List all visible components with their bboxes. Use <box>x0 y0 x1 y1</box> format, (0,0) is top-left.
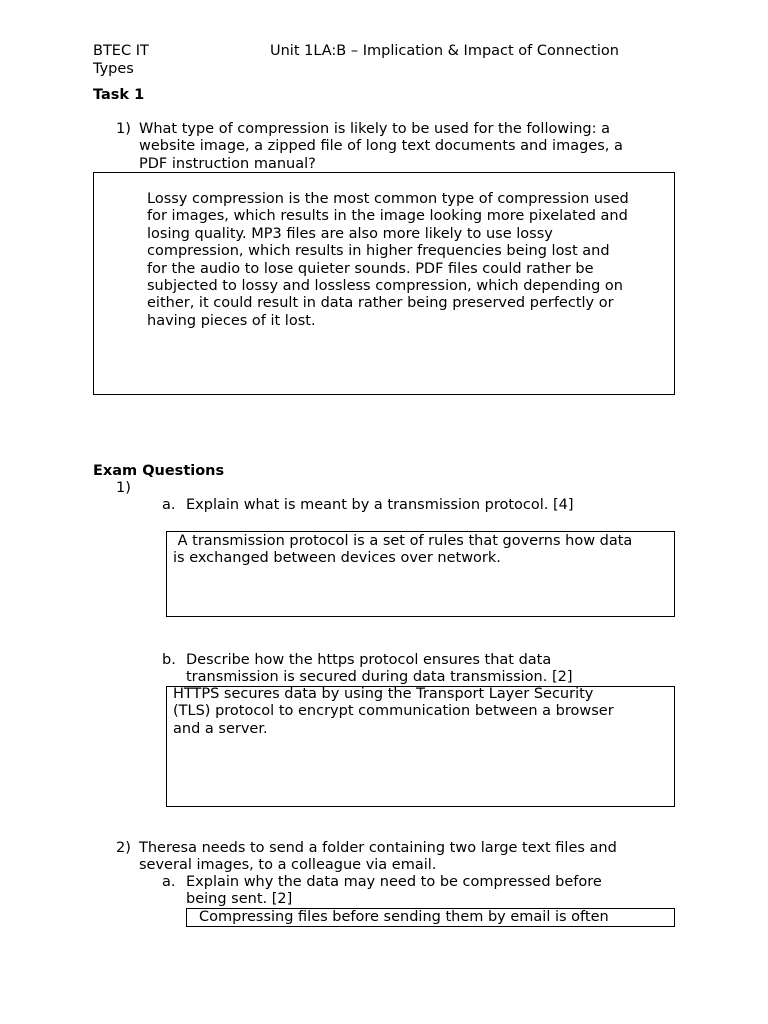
answer-line: (TLS) protocol to encrypt communication between a browser <box>173 703 614 720</box>
answer-box[interactable] <box>166 531 675 617</box>
answer-line: Compressing files before sending them by email is often <box>199 909 609 925</box>
unit-title: Unit 1LA:B – Implication & Impact of Connection <box>270 43 619 59</box>
answer-line: for the audio to lose quieter sounds. PDF files could rather be <box>147 260 594 277</box>
answer-line: either, it could result in data rather being preserved perfectly or <box>147 295 614 312</box>
task-heading: Task 1 <box>93 87 145 103</box>
answer-line: losing quality. MP3 files are also more likely to use lossy <box>147 225 553 242</box>
answer-box[interactable] <box>93 172 675 395</box>
answer-line: for images, which results in the image looking more pixelated and <box>147 208 628 225</box>
exam-heading: Exam Questions <box>93 463 225 479</box>
answer-line: is exchanged between devices over network. <box>173 550 501 567</box>
answer-box[interactable] <box>166 686 675 807</box>
unit-title-continued: Types <box>93 61 134 77</box>
answer-line: compression, which results in higher frequencies being lost and <box>147 243 610 260</box>
question-number: 1) <box>116 480 131 496</box>
question-number: 2) <box>116 840 131 856</box>
answer-line: having pieces of it lost. <box>147 312 316 329</box>
sub-question-label: a. <box>162 874 176 890</box>
answer-line: A transmission protocol is a set of rules that governs how data <box>173 533 633 549</box>
answer-line: and a server. <box>173 720 268 737</box>
sub-question-label: b. <box>162 652 176 668</box>
answer-line: subjected to lossy and lossless compression, which depending on <box>147 278 623 294</box>
sub-question-text: Explain what is meant by a transmission protocol. [4] <box>186 497 574 513</box>
answer-box[interactable] <box>186 908 675 927</box>
question-number: 1) <box>116 121 131 137</box>
sub-question-label: a. <box>162 497 176 513</box>
course-title: BTEC IT <box>93 43 149 59</box>
answer-line: HTTPS secures data by using the Transport Layer Security <box>173 686 594 702</box>
answer-line: Lossy compression is the most common type of compression used <box>147 191 629 207</box>
